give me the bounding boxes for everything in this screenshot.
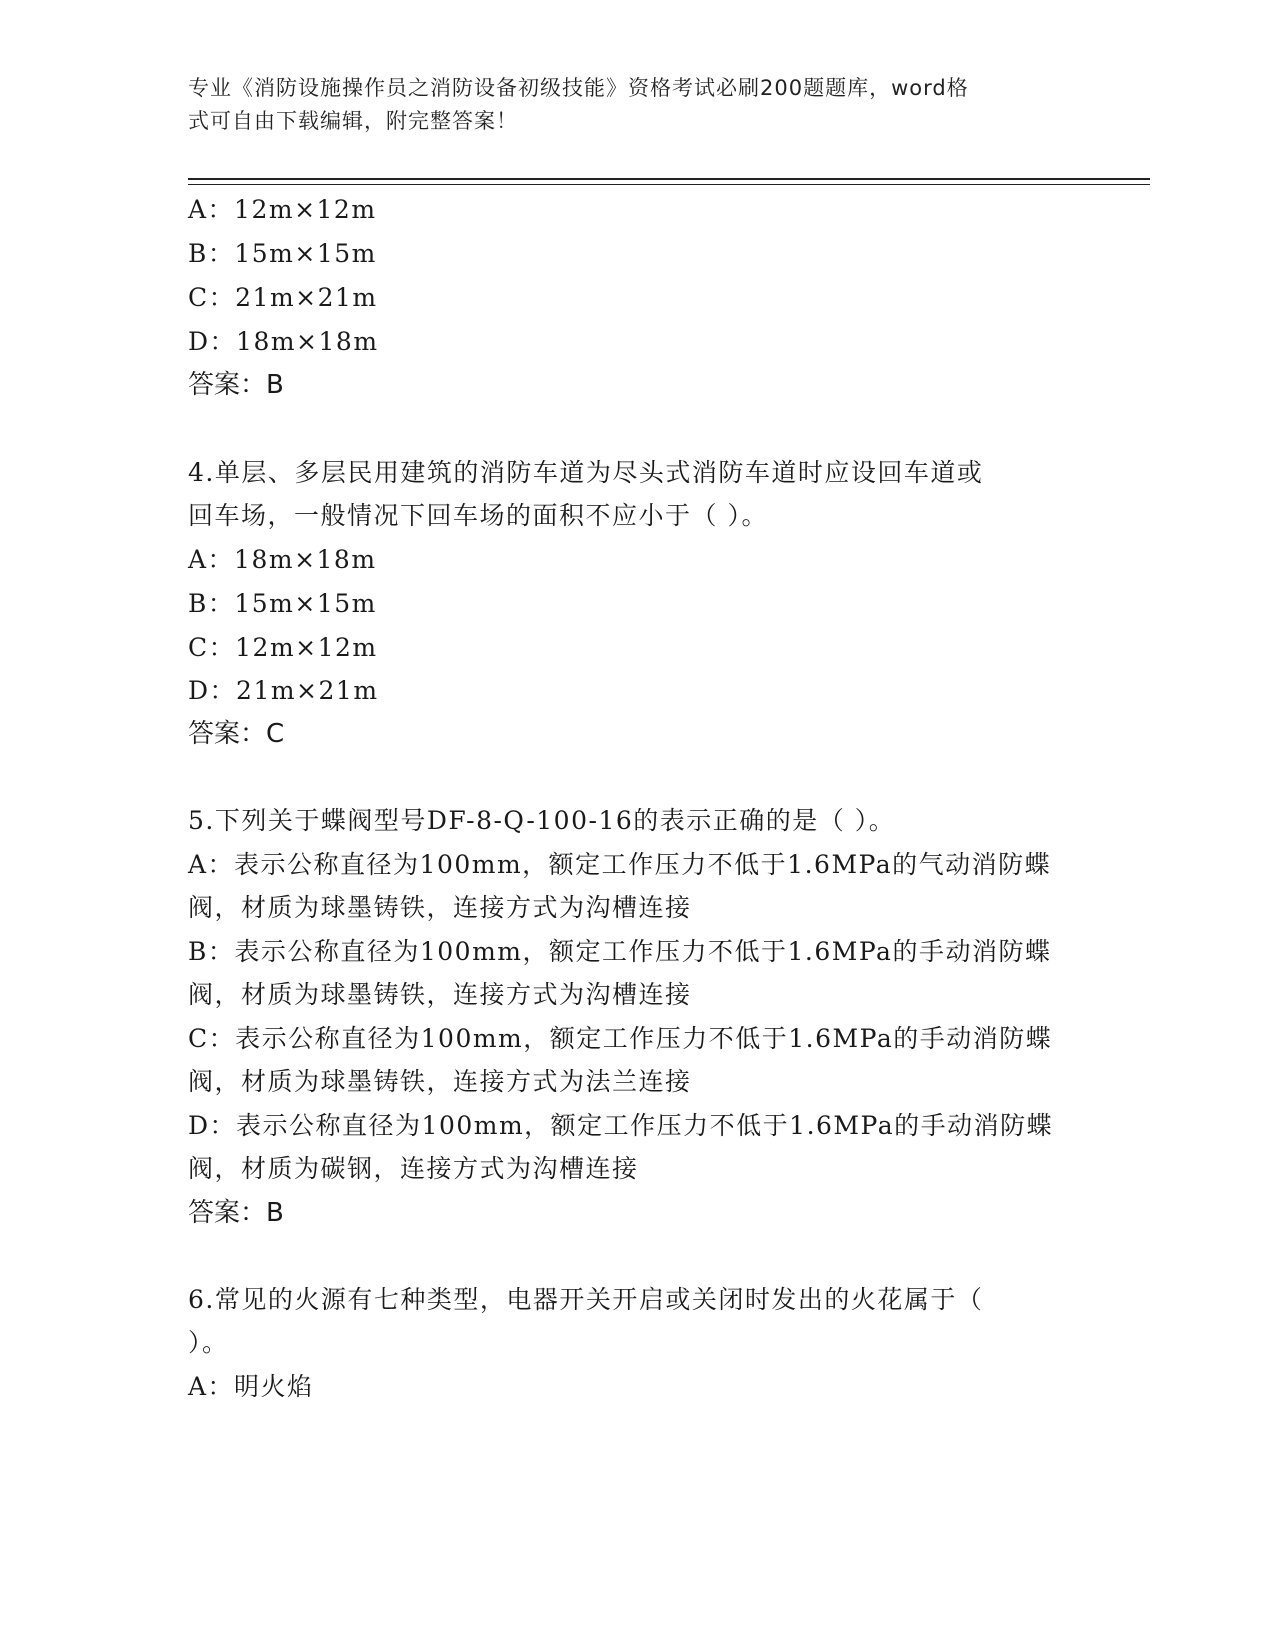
q5-option-b-line-2: 阀，材质为球墨铸铁，连接方式为沟槽连接 [188,980,692,1009]
q4-option-d: D：21m×21m [188,676,379,705]
q3-option-b: B：15m×15m [188,239,377,268]
q4-option-a: A：18m×18m [188,545,377,574]
header-line-2: 式可自由下载编辑，附完整答案！ [188,109,518,133]
q4-stem-line-2: 回车场，一般情况下回车场的面积不应小于（ ）。 [188,501,768,530]
q5-option-d-line-2: 阀，材质为碳钢，连接方式为沟槽连接 [188,1154,639,1183]
q5-option-b-line-1: B：表示公称直径为100mm，额定工作压力不低于1.6MPa的手动消防蝶 [188,937,1052,966]
q5-option-d-line-1: D：表示公称直径为100mm，额定工作压力不低于1.6MPa的手动消防蝶 [188,1111,1054,1140]
q3-option-d: D：18m×18m [188,327,379,356]
q4-option-b: B：15m×15m [188,589,377,618]
q4-option-c: C：12m×12m [188,633,378,662]
q5-option-c-line-2: 阀，材质为球墨铸铁，连接方式为法兰连接 [188,1067,692,1096]
q6-stem-line-1: 6.常见的火源有七种类型，电器开关开启或关闭时发出的火花属于（ [188,1285,984,1314]
q4-stem-line-1: 4.单层、多层民用建筑的消防车道为尽头式消防车道时应设回车道或 [188,458,984,487]
q4-answer: 答案：C [188,719,285,749]
q5-option-a-line-1: A：表示公称直径为100mm，额定工作压力不低于1.6MPa的气动消防蝶 [188,850,1052,879]
q5-stem: 5.下列关于蝶阀型号DF-8-Q-100-16的表示正确的是（ ）。 [188,806,896,835]
document-header [188,72,1088,138]
q3-answer: 答案：B [188,370,284,400]
header-divider-thin [188,184,1150,185]
q5-option-a-line-2: 阀，材质为球墨铸铁，连接方式为沟槽连接 [188,893,692,922]
q5-answer: 答案：B [188,1198,284,1228]
q5-option-c-line-1: C：表示公称直径为100mm，额定工作压力不低于1.6MPa的手动消防蝶 [188,1024,1053,1053]
q3-option-c: C：21m×21m [188,283,378,312]
q3-option-a: A：12m×12m [188,195,377,224]
q6-stem-line-2: ）。 [188,1328,229,1357]
header-line-1: 专业《消防设施操作员之消防设备初级技能》资格考试必刷200题题库，word格 [188,76,969,100]
q6-option-a: A：明火焰 [188,1372,314,1401]
header-divider-thick [188,178,1150,180]
